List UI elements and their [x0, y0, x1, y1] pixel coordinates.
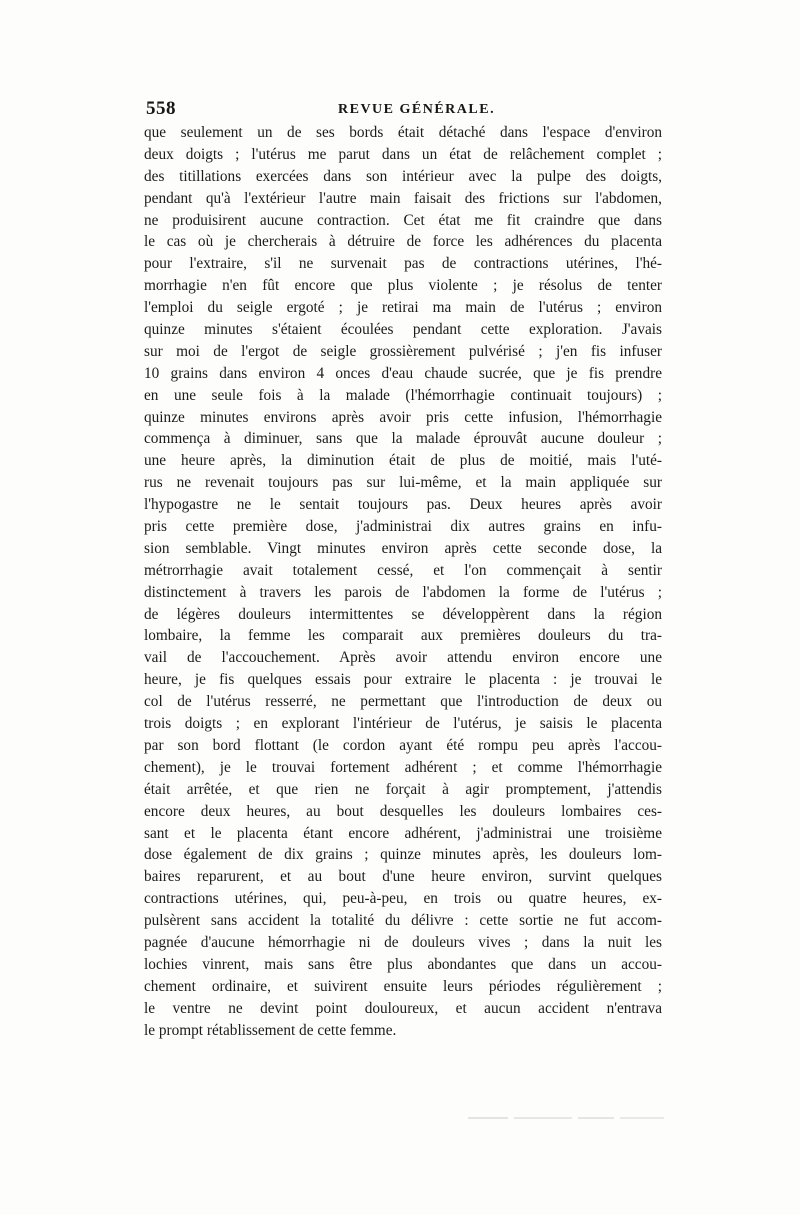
page-header: [146, 98, 666, 122]
text-line: distinctement à travers les parois de l'abdomen la forme de l'utérus ;: [144, 583, 662, 601]
text-line: heure, je fis quelques essais pour extraire le placenta : je trouvai le: [144, 671, 662, 689]
text-line: quinze minutes s'étaient écoulées pendant cette exploration. J'avais: [144, 321, 662, 339]
text-line: ne produisirent aucune contraction. Cet état me fit craindre que dans: [144, 211, 662, 229]
text-line: baires reparurent, et au bout d'une heure environ, survint quelques: [144, 868, 662, 886]
text-line: métrorrhagie avait totalement cessé, et l'on commençait à sentir: [144, 561, 662, 579]
text-line: pris cette première dose, j'administrai dix autres grains en infu-: [144, 518, 662, 536]
bleed-through-shadow: [462, 1108, 672, 1130]
text-line: des titillations exercées dans son intérieur avec la pulpe des doigts,: [144, 167, 662, 185]
text-line: 10 grains dans environ 4 onces d'eau chaude sucrée, que je fis prendre: [144, 364, 662, 382]
text-line: que seulement un de ses bords était détaché dans l'espace d'environ: [144, 124, 662, 141]
text-line: contractions utérines, qui, peu-à-peu, en trois ou quatre heures, ex-: [144, 890, 662, 908]
text-line: de légères douleurs intermittentes se développèrent dans la région: [144, 605, 662, 623]
text-line: morrhagie n'en fût encore que plus violente ; je résolus de tenter: [144, 277, 662, 295]
text-line: pour l'extraire, s'il ne survenait pas de contractions utérines, l'hé-: [144, 255, 662, 273]
text-line: une heure après, la diminution était de plus de moitié, mais l'uté-: [144, 452, 662, 470]
text-line: sant et le placenta étant encore adhérent, j'administrai une troisième: [144, 824, 662, 842]
text-line: lombaire, la femme les comparait aux premières douleurs du tra-: [144, 627, 662, 645]
text-line: l'hypogastre ne le sentait toujours pas. Deux heures après avoir: [144, 496, 662, 514]
body-text: [144, 122, 662, 1041]
running-head: REVUE GÉNÉRALE.: [338, 102, 496, 117]
text-line: deux doigts ; l'utérus me parut dans un état de relâchement complet ;: [144, 145, 662, 163]
text-line: vail de l'accouchement. Après avoir attendu environ encore une: [144, 649, 662, 667]
text-line: quinze minutes environs après avoir pris cette infusion, l'hémorrhagie: [144, 408, 662, 426]
text-line: le ventre ne devint point douloureux, et aucun accident n'entrava: [144, 999, 662, 1017]
text-line: chement), je le trouvai fortement adhérent ; et comme l'hémorrhagie: [144, 758, 662, 776]
text-line: chement ordinaire, et suivirent ensuite leurs périodes régulièrement ;: [144, 977, 662, 995]
text-line: était arrêtée, et que rien ne forçait à agir promptement, j'attendis: [144, 780, 662, 798]
text-line: sur moi de l'ergot de seigle grossièrement pulvérisé ; j'en fis infuser: [144, 342, 662, 360]
text-line: par son bord flottant (le cordon ayant été rompu peu après l'accou-: [144, 736, 662, 754]
bleed-through-texture: [462, 1108, 672, 1130]
text-line: en une seule fois à la malade (l'hémorrhagie continuait toujours) ;: [144, 386, 662, 404]
text-line: col de l'utérus resserré, ne permettant que l'introduction de deux ou: [144, 693, 662, 711]
text-line: rus ne revenait toujours pas sur lui-même, et la main appliquée sur: [144, 474, 662, 492]
text-line: l'emploi du seigle ergoté ; je retirai ma main de l'utérus ; environ: [144, 299, 662, 317]
text-line: dose également de dix grains ; quinze minutes après, les douleurs lom-: [144, 846, 662, 864]
text-line: pulsèrent sans accident la totalité du délivre : cette sortie ne fut accom-: [144, 912, 662, 930]
text-line: pendant qu'à l'extérieur l'autre main faisait des frictions sur l'abdomen,: [144, 189, 662, 207]
text-line: le prompt rétablissement de cette femme.: [144, 1021, 397, 1039]
text-line: commença à diminuer, sans que la malade éprouvât aucune douleur ;: [144, 430, 662, 448]
text-line: pagnée d'aucune hémorrhagie ni de douleurs vives ; dans la nuit les: [144, 933, 662, 951]
text-line: encore deux heures, au bout desquelles les douleurs lombaires ces-: [144, 802, 662, 820]
text-line: lochies vinrent, mais sans être plus abondantes que dans un accou-: [144, 955, 662, 973]
page-number: 558: [146, 98, 176, 119]
text-line: sion semblable. Vingt minutes environ après cette seconde dose, la: [144, 539, 662, 557]
text-line: trois doigts ; en explorant l'intérieur de l'utérus, je saisis le placenta: [144, 715, 662, 733]
text-line: le cas où je chercherais à détruire de force les adhérences du placenta: [144, 233, 662, 251]
